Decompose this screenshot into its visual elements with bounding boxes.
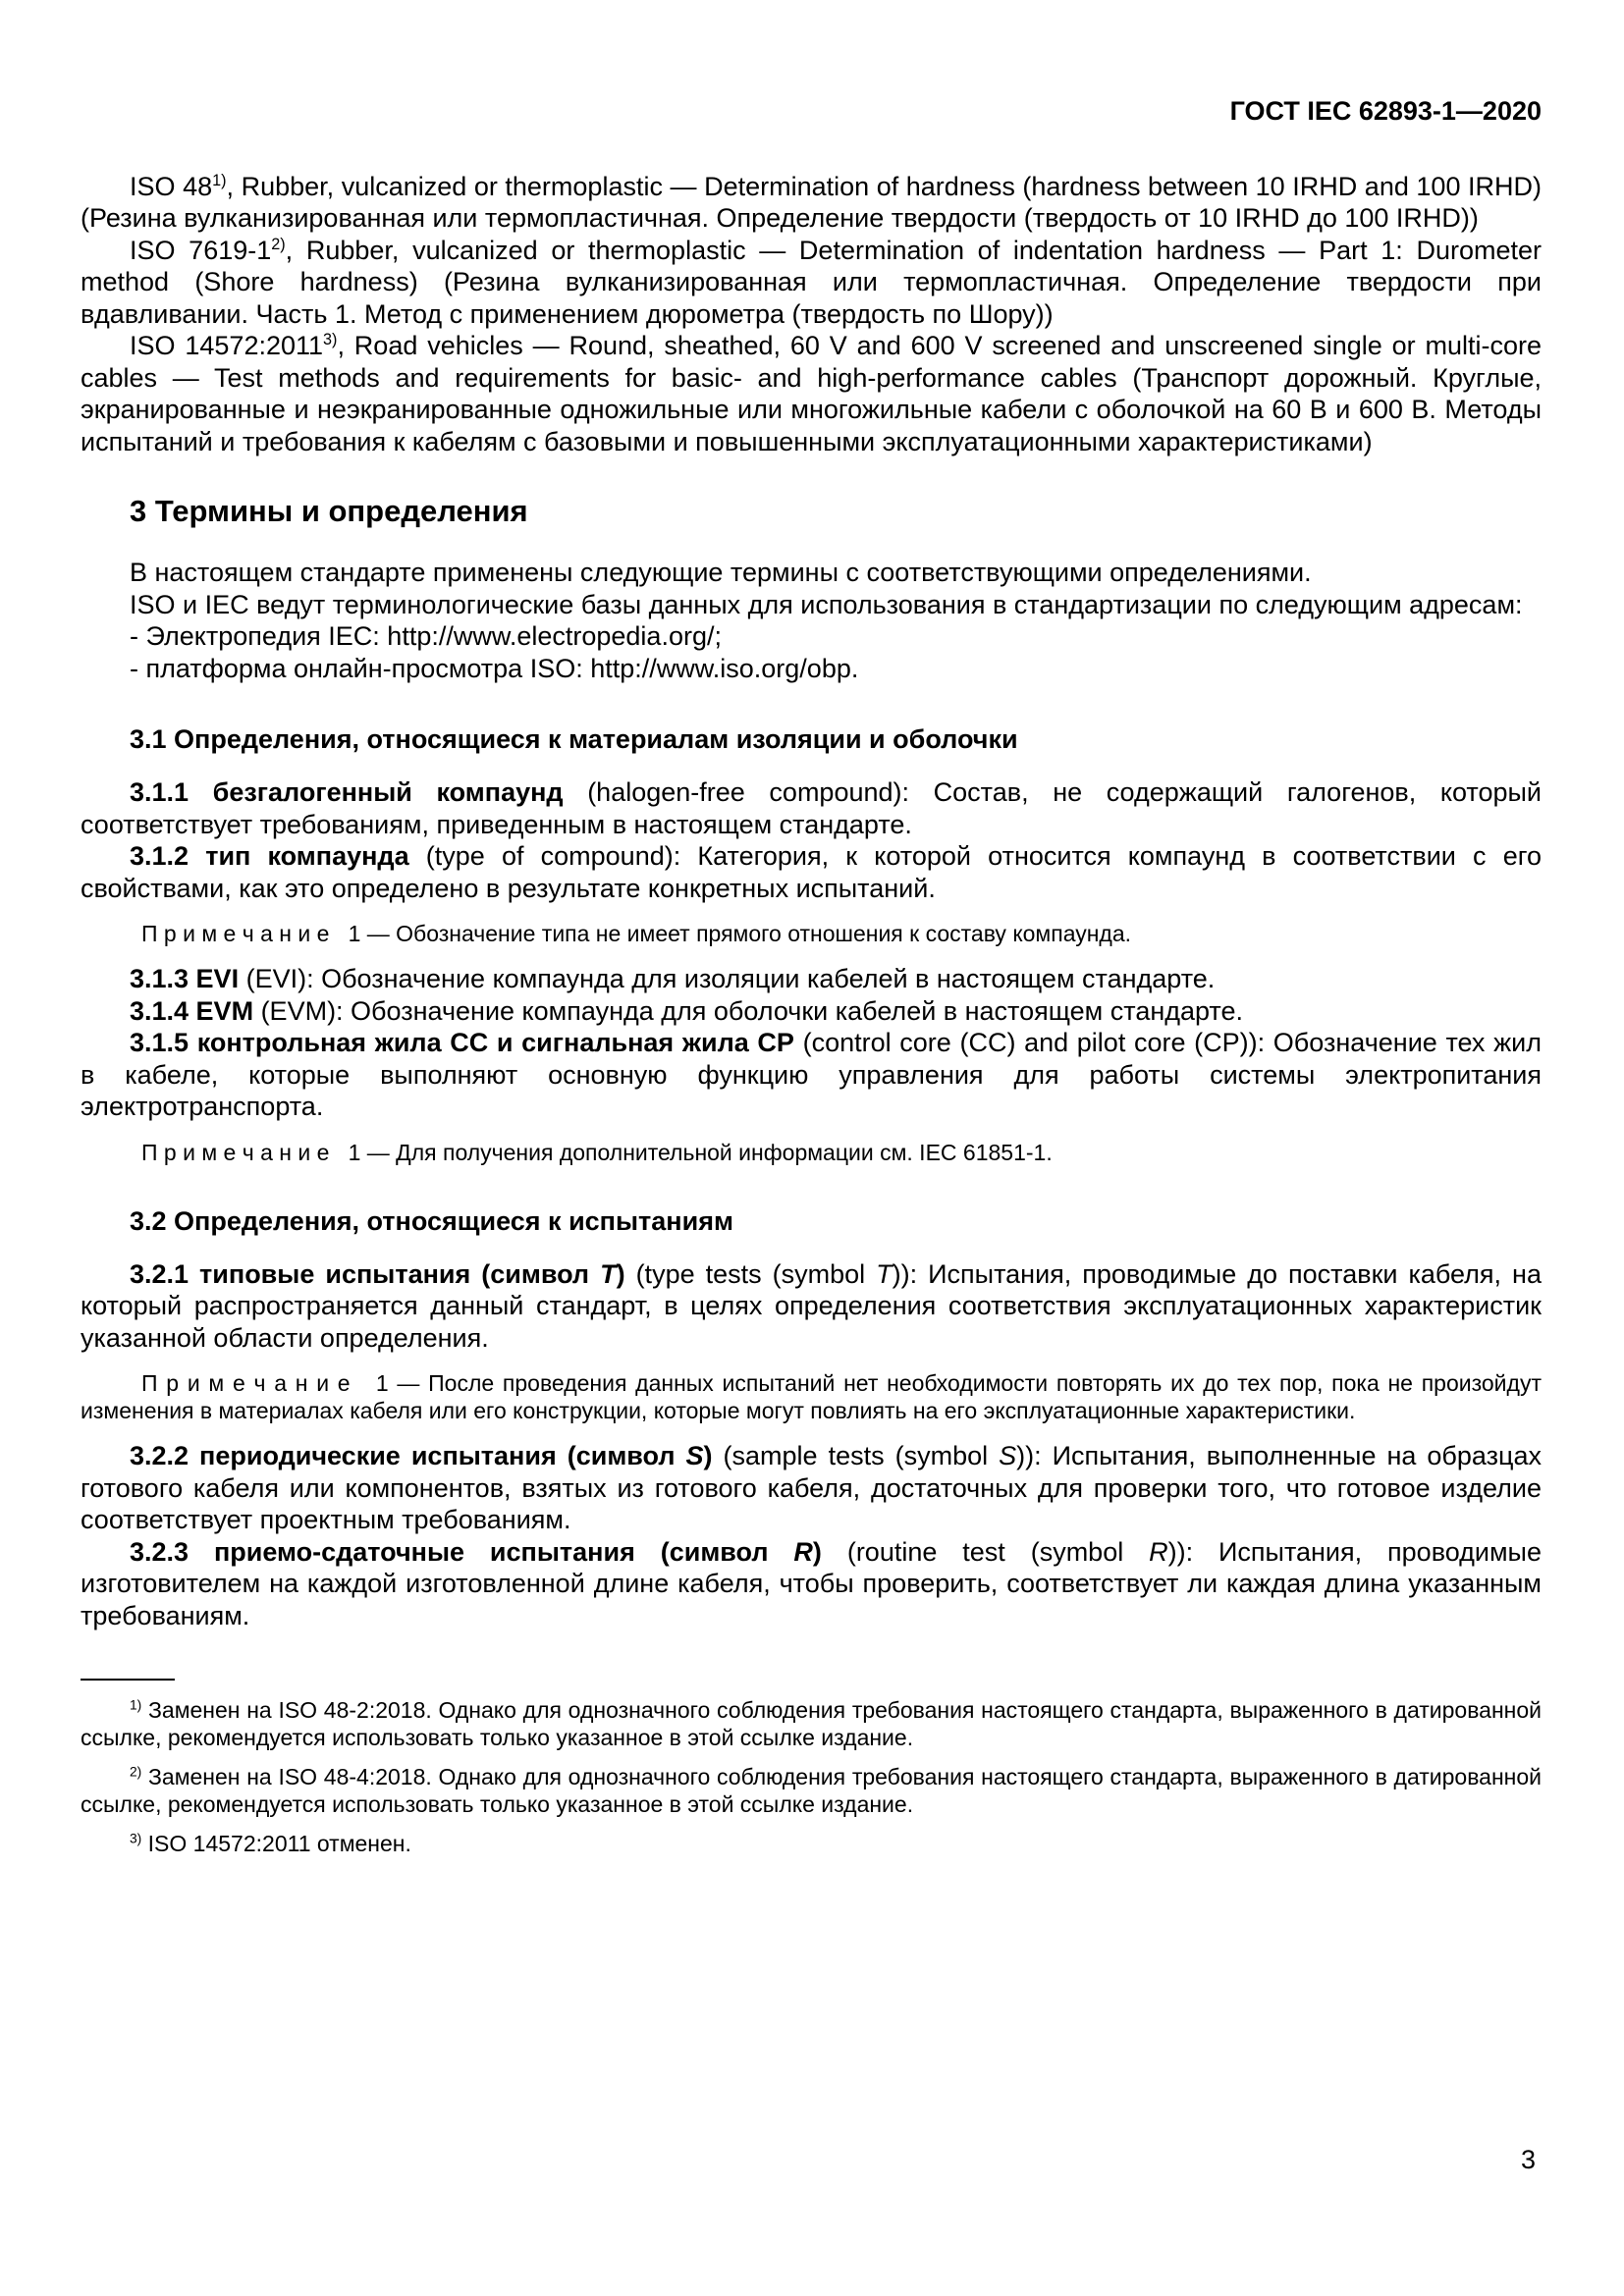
text-segment: 3.1.3 EVI (130, 964, 240, 993)
subsection-heading-3-1: 3.1 Определения, относящиеся к материалам изоляции и оболочки (130, 724, 1018, 754)
term-definition-3-1-3 (81, 963, 1542, 995)
terms-databases-paragraph: ISO и IEC ведут терминологические базы данных для использования в стандартизации по следующим адресам: (130, 589, 1523, 619)
normative-reference-iso-14572 (81, 330, 1542, 457)
text-segment: , Rubber, vulcanized or thermoplastic — Determination of indentation hardness — Part 1: Durometer method (Shore hardness) (Резина вулканизированная или термопластичная. Определение твердости при вдавливании. Часть 1. Метод с применением дюрометра (твердость по Шору)) (81, 235, 1542, 329)
page-number: 3 (1520, 2145, 1536, 2174)
term-definition-3-2-1 (81, 1258, 1542, 1355)
text-segment: T (600, 1258, 617, 1289)
superscript-marker: 2) (130, 1764, 142, 1780)
subsection-heading-3-2: 3.2 Определения, относящиеся к испытаниям (130, 1205, 733, 1236)
text-segment: T (876, 1258, 893, 1289)
text-segment: Заменен на ISO 48-2:2018. Однако для однозначного соблюдения требования настоящего стандарта, выраженного в датированной ссылке, рекомендуется использовать только указанное в этой ссылке издание. (81, 1697, 1542, 1750)
text-segment: (EVI): Обозначение компаунда для изоляции кабелей в настоящем стандарте. (239, 964, 1216, 993)
footnote-2 (81, 1763, 1542, 1818)
text-segment: 3.2.3 приемо-сдаточные испытания (символ (130, 1536, 794, 1567)
footnote-3 (81, 1830, 1542, 1857)
text-segment: ISO 14572:2011 (130, 331, 324, 360)
term-definition-3-1-1 (81, 776, 1542, 840)
footnote-separator (81, 1679, 175, 1681)
text-segment: 3.2.2 периодические испытания (символ (130, 1441, 686, 1470)
term-definition-3-1-2 (81, 840, 1542, 904)
text-segment: , Rubber, vulcanized or thermoplastic — Determination of hardness (hardness between 10 IRHD and 100 IRHD) (Резина вулканизированная или термопластичная. Определение твердости (твердость от 10 IRHD до 100 IRHD)) (81, 171, 1542, 233)
footnote-section (81, 1679, 1542, 1857)
term-definition-3-1-5 (81, 1027, 1542, 1123)
text-segment: ISO 48 (130, 171, 213, 201)
term-definition-3-1-4 (81, 995, 1542, 1028)
term-definition-3-2-2 (81, 1440, 1542, 1536)
footnote-1 (81, 1696, 1542, 1751)
text-segment: (sample tests (symbol (712, 1441, 1000, 1470)
normative-reference-iso-48 (81, 171, 1542, 235)
text-segment: (type tests (symbol (624, 1258, 877, 1289)
text-segment: )): Испытания, проводимые изготовителем на каждой изготовленной длине кабеля, чтобы проверить, соответствует ли каждая длина указанным требованиям. (81, 1536, 1542, 1630)
text-segment: 3.1.4 EVM (130, 995, 254, 1026)
text-segment: R (1149, 1536, 1168, 1567)
superscript-marker: 3) (323, 331, 338, 348)
text-segment: Заменен на ISO 48-4:2018. Однако для однозначного соблюдения требования настоящего стандарта, выраженного в датированной ссылке, рекомендуется использовать только указанное в этой ссылке издание. (81, 1764, 1542, 1817)
text-segment: 3.1.1 безгалогенный компаунд (130, 777, 564, 807)
terms-intro-paragraph: В настоящем стандарте применены следующие термины с соответствующими определениями. (130, 558, 1312, 587)
section-heading-terms: 3 Термины и определения (130, 494, 528, 528)
text-segment: 3.1.2 тип компаунда (130, 841, 409, 871)
text-segment: S (685, 1441, 704, 1470)
normative-reference-iso-7619-1 (81, 235, 1542, 331)
text-segment: (EVM): Обозначение компаунда для оболочки кабелей в настоящем стандарте. (253, 995, 1244, 1026)
text-segment: ) (703, 1441, 713, 1470)
text-segment: (routine test (symbol (821, 1536, 1150, 1567)
note-after-3-1-2: П р и м е ч а н и е 1 — Обозначение типа не имеет прямого отношения к составу компаунда. (141, 921, 1132, 946)
text-segment: ISO 14572:2011 отменен. (141, 1831, 411, 1856)
text-segment: )): Испытания, проводимые до поставки кабеля, на который распространяется данный стандарт, в целях определения соответствия эксплуатационных характеристик указанной области определения. (81, 1258, 1542, 1353)
superscript-marker: 2) (271, 235, 286, 253)
text-segment: R (793, 1536, 813, 1567)
text-segment: (halogen-free compound): Состав, не содержащий галогенов, который соответствует требованиям, приведенным в настоящем стандарте. (81, 777, 1542, 839)
text-segment: S (999, 1441, 1017, 1470)
text-segment: 3.1.5 контрольная жила CC и сигнальная жила CP (130, 1028, 794, 1057)
link-list-item-electropedia: - Электропедия IEC: http://www.electropedia.org/; (130, 621, 722, 651)
text-segment: (control core (CC) and pilot core (CP)): Обозначение тех жил в кабеле, которые выполняют основную функцию управления для работы системы электропитания электротранспорта. (81, 1028, 1542, 1121)
link-list-item-iso-obp: - платформа онлайн-просмотра ISO: http://www.iso.org/obp. (130, 653, 859, 683)
text-segment: ) (616, 1258, 625, 1289)
doc-number: ГОСТ IEC 62893-1—2020 (1229, 96, 1542, 126)
note-after-3-1-5: П р и м е ч а н и е 1 — Для получения дополнительной информации см. IEC 61851-1. (141, 1139, 1053, 1165)
text-segment: )): Испытания, выполненные на образцах готового кабеля или компонентов, взятых из готового кабеля, достаточных для проверки того, что готовое изделие соответствует проектным требованиям. (81, 1441, 1542, 1534)
text-segment: ) (812, 1536, 822, 1567)
text-segment: (type of compound): Категория, к которой относится компаунд в соответствии с его свойствами, как это определено в результате конкретных испытаний. (81, 841, 1542, 903)
text-segment: 3.2.1 типовые испытания (символ (130, 1258, 601, 1289)
note-after-3-2-1: П р и м е ч а н и е 1 — После проведения данных испытаний нет необходимости повторять их до тех пор, пока не произойдут изменения в материалах кабеля или его конструкции, которые могут повлиять на его эксплуатационные характеристики. (81, 1370, 1542, 1423)
superscript-marker: 1) (130, 1697, 142, 1713)
text-segment: , Road vehicles — Round, sheathed, 60 V and 600 V screened and unscreened single or multi-core cables — Test methods and requirements for basic- and high-performance cables (Транспорт дорожный. Круглые, экранированные и неэкранированные одножильные или многожильные кабели с оболочкой на 60 В и 600 В. Методы испытаний и требования к кабелям с базовыми и повышенными эксплуатационными характеристиками) (81, 331, 1543, 456)
superscript-marker: 3) (130, 1831, 142, 1846)
term-definition-3-2-3 (81, 1536, 1542, 1632)
text-segment: ISO 7619-1 (130, 235, 272, 265)
superscript-marker: 1) (212, 171, 227, 189)
